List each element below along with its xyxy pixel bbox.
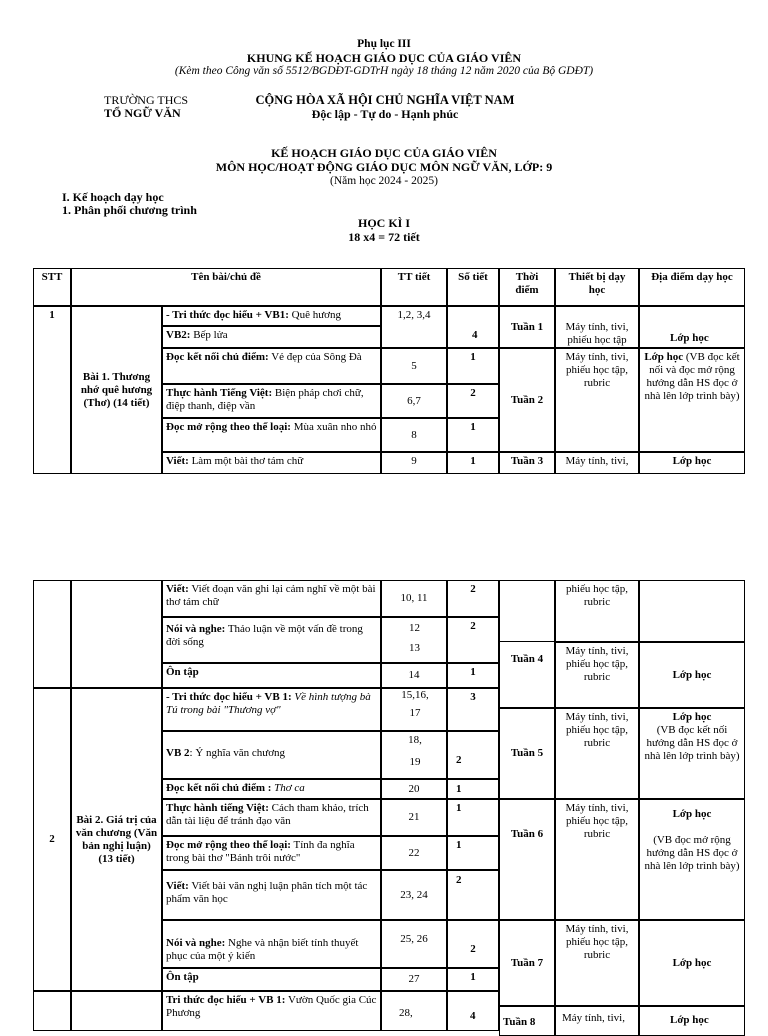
period-numbers: 18, 19 <box>381 731 447 779</box>
republic-title: CỘNG HÒA XÃ HỘI CHỦ NGHĨA VIỆT NAM <box>255 93 515 107</box>
week-cell: Tuần 6 <box>499 799 555 920</box>
period-count: 4 <box>447 991 499 1031</box>
place-cell: Lớp học (VB đọc kết nối và đọc mở rộng hướng dẫn HS đọc ở nhà lên lớp trình bày) <box>639 348 745 452</box>
row-stt: 2 <box>33 688 71 991</box>
school-year: (Năm học 2024 - 2025) <box>330 175 438 187</box>
period-numbers: 8 <box>381 418 447 452</box>
group-name: TỔ NGỮ VĂN <box>104 106 181 120</box>
lesson-row: Đọc mở rộng theo thể loại: Tính đa nghĩa trong bài thơ "Bánh trôi nước" <box>162 836 381 870</box>
equipment-cell: Máy tính, tivi, phiếu học tập, rubric <box>555 708 639 799</box>
equipment-cell: Máy tính, tivi, <box>555 1006 639 1036</box>
lesson-row: - Tri thức đọc hiểu + VB 1: Về hình tượng bà Tú trong bài "Thương vợ" <box>162 688 381 731</box>
period-numbers: 21 <box>381 799 447 836</box>
period-count: 1 <box>447 663 499 688</box>
period-count: 1 <box>447 418 499 452</box>
col-place: Địa điểm dạy học <box>639 268 745 306</box>
row-stt: 1 <box>33 306 71 474</box>
subsection-heading: 1. Phân phối chương trình <box>62 203 197 217</box>
place-cell: Lớp học <box>639 1006 745 1036</box>
unit-title: Bài 2. Giá trị của văn chương (Văn bản nghị luận) (13 tiết) <box>71 688 162 991</box>
period-numbers: 6,7 <box>381 384 447 418</box>
week-cell: Tuần 5 <box>499 708 555 799</box>
period-count: 2 <box>447 870 499 920</box>
unit-title <box>71 580 162 688</box>
week-cell: Tuần 2 <box>499 348 555 452</box>
col-stt: STT <box>33 268 71 306</box>
framework-title: KHUNG KẾ HOẠCH GIÁO DỤC CỦA GIÁO VIÊN <box>246 51 522 65</box>
period-count: 2 <box>447 384 499 418</box>
section-heading: I. Kế hoạch dạy học <box>62 190 164 204</box>
unit-title: Bài 1. Thương nhớ quê hương (Thơ) (14 tiết) <box>71 306 162 474</box>
period-count: 1 <box>447 799 499 836</box>
school-name: TRƯỜNG THCS <box>104 93 189 107</box>
row-stt <box>33 580 71 688</box>
period-numbers: 20 <box>381 779 447 799</box>
lesson-row: Nói và nghe: Thảo luận về một vấn đề trong đời sống <box>162 617 381 663</box>
unit-title <box>71 991 162 1031</box>
period-numbers: 12 13 <box>381 617 447 663</box>
period-numbers: 28, <box>381 991 447 1031</box>
motto: Độc lập - Tự do - Hạnh phúc <box>311 107 459 121</box>
lesson-row: VB 2: Ý nghĩa văn chương <box>162 731 381 779</box>
equipment-cell: Máy tính, tivi, phiếu học tập, rubric <box>555 920 639 1006</box>
lesson-row: Viết: Viết bài văn nghị luận phân tích một tác phẩm văn học <box>162 870 381 920</box>
week-cell: Tuần 1 <box>499 306 555 348</box>
lesson-row: Viết: Làm một bài thơ tám chữ <box>162 452 381 474</box>
lesson-row: Thực hành tiếng Việt: Cách tham khảo, trích dẫn tài liệu để tránh đạo văn <box>162 799 381 836</box>
week-cell: Tuần 8 <box>499 1006 555 1036</box>
period-count: 4 <box>447 306 499 348</box>
period-count: 1 <box>447 779 499 799</box>
period-numbers: 22 <box>381 836 447 870</box>
col-tt: TT tiết <box>381 268 447 306</box>
lesson-row: Đọc mở rộng theo thể loại: Mùa xuân nho nhỏ <box>162 418 381 452</box>
place-cell: Lớp học <box>639 452 745 474</box>
appendix-label: Phụ lục III <box>357 38 411 50</box>
period-numbers: 23, 24 <box>381 870 447 920</box>
period-count: 2 <box>447 920 499 968</box>
period-numbers: 1,2, 3,4 <box>381 306 447 348</box>
period-count: 1 <box>447 836 499 870</box>
col-time: Thời điểm <box>499 268 555 306</box>
plan-title: KẾ HOẠCH GIÁO DỤC CỦA GIÁO VIÊN <box>271 146 497 160</box>
period-count: 2 <box>447 580 499 617</box>
period-count: 2 <box>447 731 499 779</box>
place-cell: Lớp học <box>639 642 745 708</box>
equipment-cell: Máy tính, tivi, phiếu học tập <box>555 306 639 348</box>
col-topic: Tên bài/chủ đề <box>71 268 381 306</box>
week-cell: Tuần 7 <box>499 920 555 1006</box>
row-stt <box>33 991 71 1031</box>
periods-total: 18 x4 = 72 tiết <box>348 230 420 244</box>
place-cell: Lớp học <box>639 306 745 348</box>
period-numbers: 27 <box>381 968 447 991</box>
lesson-row: Ôn tập <box>162 663 381 688</box>
lesson-row: Đọc kết nối chủ điểm: Vẻ đẹp của Sông Đà <box>162 348 381 384</box>
period-count: 3 <box>447 688 499 731</box>
framework-note: (Kèm theo Công văn số 5512/BGDĐT-GDTrH ngày 18 tháng 12 năm 2020 của Bộ GDĐT) <box>174 65 594 77</box>
period-numbers: 25, 26 <box>381 920 447 968</box>
lesson-row: Đọc kết nối chủ điểm : Thơ ca <box>162 779 381 799</box>
lesson-row: VB2: Bếp lửa <box>162 326 381 348</box>
week-cell: Tuần 3 <box>499 452 555 474</box>
equipment-cell: Máy tính, tivi, <box>555 452 639 474</box>
col-count: Số tiết <box>447 268 499 306</box>
week-cell: Tuần 4 <box>499 580 555 708</box>
period-count: 1 <box>447 348 499 384</box>
place-cell: Lớp học <box>639 920 745 1006</box>
period-count: 1 <box>447 968 499 991</box>
semester-title: HỌC KÌ I <box>357 216 410 230</box>
subject-line: MÔN HỌC/HOẠT ĐỘNG GIÁO DỤC MÔN NGỮ VĂN, LỚP: 9 <box>215 160 553 174</box>
period-numbers: 14 <box>381 663 447 688</box>
lesson-row: Viết: Viết đoạn văn ghi lại cảm nghĩ về một bài thơ tám chữ <box>162 580 381 617</box>
equipment-cell: Máy tính, tivi, phiếu học tập, rubric <box>555 799 639 920</box>
lesson-row: Thực hành Tiếng Việt: Biện pháp chơi chữ, điệp thanh, điệp vần <box>162 384 381 418</box>
period-count: 2 <box>447 617 499 663</box>
period-numbers: 5 <box>381 348 447 384</box>
period-count: 1 <box>447 452 499 474</box>
place-cell: Lớp học (VB đọc mở rộng hướng dẫn HS đọc ở nhà lên lớp trình bày) <box>639 799 745 920</box>
place-cell: Lớp học (VB đọc kết nối hướng dẫn HS đọc ở nhà lên lớp trình bày) <box>639 708 745 799</box>
lesson-row: Tri thức đọc hiểu + VB 1: Vườn Quốc gia Cúc Phương <box>162 991 381 1031</box>
equipment-cell: phiếu học tập, rubric <box>555 580 639 642</box>
equipment-cell: Máy tính, tivi, phiếu học tập, rubric <box>555 642 639 708</box>
equipment-cell: Máy tính, tivi, phiếu học tập, rubric <box>555 348 639 452</box>
period-numbers: 10, 11 <box>381 580 447 617</box>
period-numbers: 15,16, 17 <box>381 688 447 731</box>
lesson-row: Nói và nghe: Nghe và nhận biết tính thuyết phục của một ý kiến <box>162 920 381 968</box>
lesson-row: Ôn tập <box>162 968 381 991</box>
place-cell <box>639 580 745 642</box>
period-numbers: 9 <box>381 452 447 474</box>
lesson-row: - Tri thức đọc hiểu + VB1: Quê hương <box>162 306 381 326</box>
col-equipment: Thiết bị dạy học <box>555 268 639 306</box>
